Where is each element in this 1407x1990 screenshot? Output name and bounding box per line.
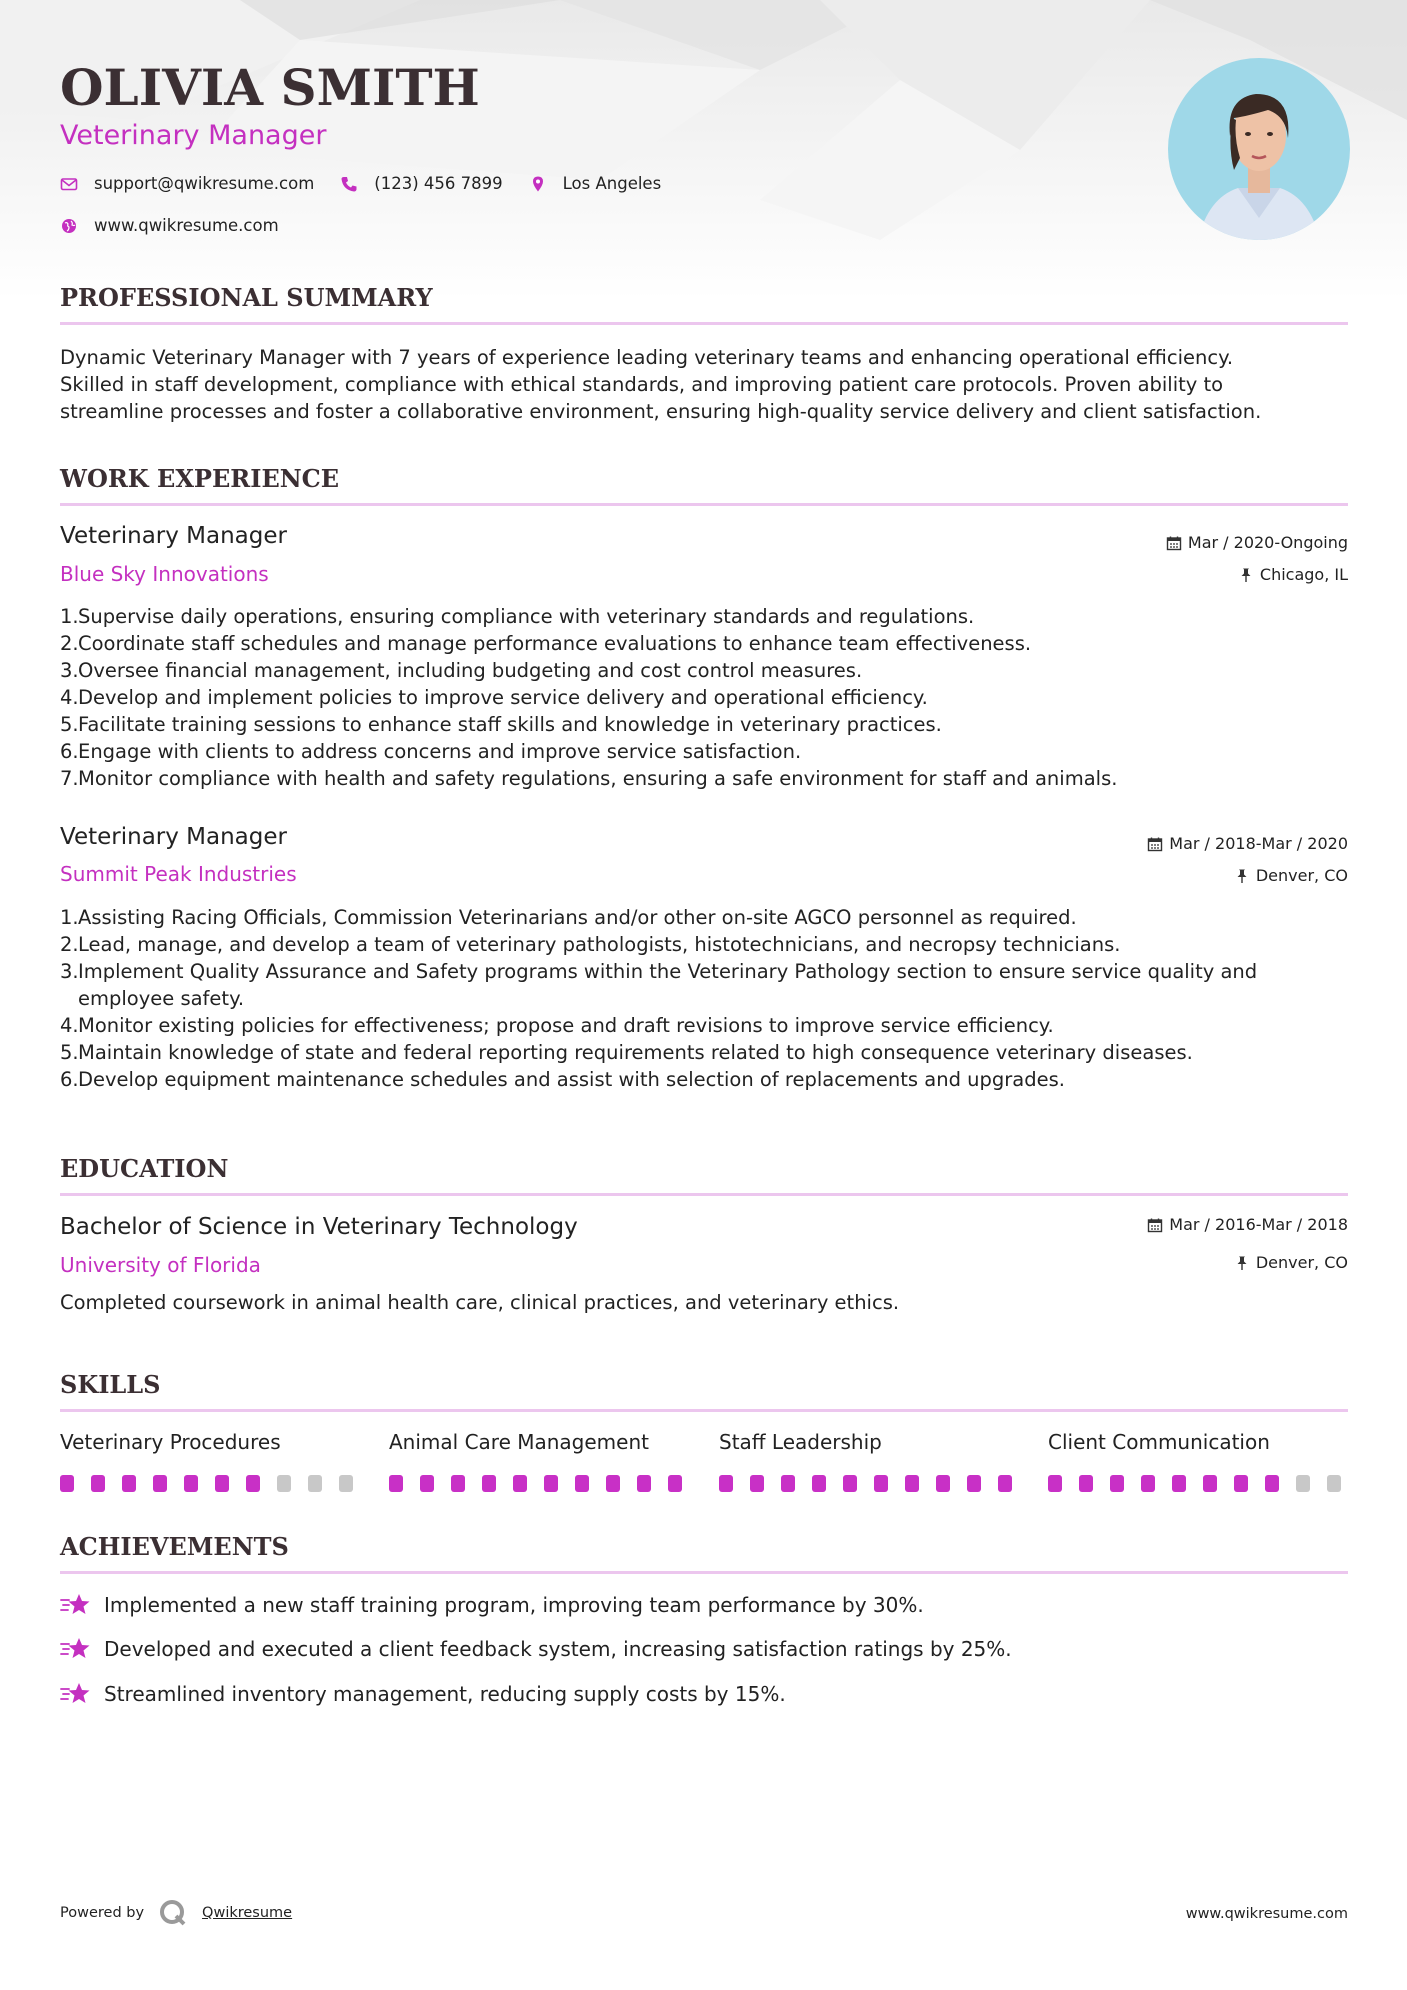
rating-dot-filled bbox=[936, 1475, 950, 1492]
bullet-text: Develop equipment maintenance schedules and assist with selection of replacements and upgrades. bbox=[78, 1068, 1065, 1091]
job-dates bbox=[1147, 834, 1348, 853]
rating-dot-empty bbox=[308, 1475, 322, 1492]
bullet-item: 2. Coordinate staff schedules and manage performance evaluations to enhance team effectiveness. bbox=[60, 632, 1032, 655]
footer-website[interactable]: www.qwikresume.com bbox=[1185, 1906, 1348, 1922]
skill-rating bbox=[1048, 1475, 1358, 1492]
achievement-text: Implemented a new staff training program, improving team performance by 30%. bbox=[104, 1593, 924, 1617]
job-bullets bbox=[60, 603, 1348, 792]
summary-text bbox=[60, 344, 1348, 425]
rating-dot-filled bbox=[637, 1475, 651, 1492]
achievement-item bbox=[60, 1635, 1012, 1663]
skill-item bbox=[1048, 1430, 1348, 1454]
phone-text: (123) 456 7899 bbox=[374, 174, 503, 193]
bullet-item: 7. Monitor compliance with health and safety regulations, ensuring a safe environment for staff and animals. bbox=[60, 767, 1118, 790]
map-pin-icon bbox=[529, 175, 547, 193]
rating-dot-filled bbox=[606, 1475, 620, 1492]
summary-line: Dynamic Veterinary Manager with 7 years of experience leading veterinary teams and enhancing operational efficiency. bbox=[60, 346, 1234, 369]
bullet-text: Monitor compliance with health and safety regulations, ensuring a safe environment for staff and animals. bbox=[78, 767, 1118, 790]
bullet-item: 4. Develop and implement policies to improve service delivery and operational efficiency. bbox=[60, 686, 928, 709]
rating-dot-filled bbox=[575, 1475, 589, 1492]
calendar-icon bbox=[1147, 836, 1163, 852]
phone-icon bbox=[340, 175, 358, 193]
bullet-item: 1. Assisting Racing Officials, Commission Veterinarians and/or other on-site AGCO personnel as required. bbox=[60, 906, 1077, 929]
education-description: Completed coursework in animal health care, clinical practices, and veterinary ethics. bbox=[60, 1291, 900, 1314]
rating-dot-filled bbox=[451, 1475, 465, 1492]
pushpin-icon bbox=[1234, 868, 1250, 884]
bullet-item: 3. Oversee financial management, including budgeting and cost control measures. bbox=[60, 659, 863, 682]
company-name: Blue Sky Innovations bbox=[60, 562, 269, 586]
rating-dot-filled bbox=[843, 1475, 857, 1492]
rating-dot-filled bbox=[389, 1475, 403, 1492]
bullet-text: Develop and implement policies to improve service delivery and operational efficiency. bbox=[78, 686, 928, 709]
bullet-item: 4. Monitor existing policies for effectiveness; propose and draft revisions to improve service efficiency. bbox=[60, 1014, 1054, 1037]
location-text: Los Angeles bbox=[562, 174, 662, 193]
rating-dot-filled bbox=[998, 1475, 1012, 1492]
rating-dot-filled bbox=[781, 1475, 795, 1492]
bullet-item: 2. Lead, manage, and develop a team of veterinary pathologists, histotechnicians, and necropsy technicians. bbox=[60, 933, 1121, 956]
star-icon bbox=[60, 1591, 92, 1619]
bullet-text: Oversee financial management, including budgeting and cost control measures. bbox=[78, 659, 863, 682]
achievement-item bbox=[60, 1591, 924, 1619]
job-title: Veterinary Manager bbox=[60, 523, 287, 549]
job-location-text: Chicago, IL bbox=[1259, 565, 1348, 584]
email-item[interactable] bbox=[60, 174, 314, 193]
skill-name: Animal Care Management bbox=[389, 1430, 649, 1454]
qwikresume-logo-icon bbox=[158, 1898, 188, 1928]
rating-dot-filled bbox=[420, 1475, 434, 1492]
location-item bbox=[529, 174, 662, 193]
profile-photo bbox=[1168, 58, 1350, 240]
bullet-text: Supervise daily operations, ensuring compliance with veterinary standards and regulations. bbox=[78, 605, 975, 628]
rating-dot-filled bbox=[967, 1475, 981, 1492]
rating-dot-filled bbox=[1110, 1475, 1124, 1492]
job-dates-text: Mar / 2018-Mar / 2020 bbox=[1169, 834, 1348, 853]
summary-divider bbox=[60, 322, 1348, 325]
bullet-text: Lead, manage, and develop a team of veterinary pathologists, histotechnicians, and necropsy technicians. bbox=[78, 933, 1121, 956]
contact-row bbox=[60, 174, 687, 193]
job-dates-text: Mar / 2020-Ongoing bbox=[1187, 533, 1348, 552]
job-location bbox=[1234, 866, 1348, 885]
rating-dot-filled bbox=[812, 1475, 826, 1492]
bullet-item: 1. Supervise daily operations, ensuring compliance with veterinary standards and regulations. bbox=[60, 605, 975, 628]
summary-heading: PROFESSIONAL SUMMARY bbox=[60, 283, 433, 312]
rating-dot-filled bbox=[668, 1475, 682, 1492]
rating-dot-filled bbox=[153, 1475, 167, 1492]
skill-rating bbox=[60, 1475, 370, 1492]
job-dates bbox=[1166, 533, 1348, 552]
skill-rating bbox=[719, 1475, 1029, 1492]
bullet-text: Maintain knowledge of state and federal reporting requirements related to high consequence veterinary diseases. bbox=[78, 1041, 1193, 1064]
profile-portrait-image bbox=[1168, 58, 1350, 240]
experience-heading: WORK EXPERIENCE bbox=[60, 464, 340, 493]
rating-dot-filled bbox=[60, 1475, 74, 1492]
star-icon bbox=[60, 1680, 92, 1708]
qwikresume-link[interactable]: Qwikresume bbox=[202, 1905, 293, 1921]
education-dates-text: Mar / 2016-Mar / 2018 bbox=[1169, 1215, 1348, 1234]
email-text: support@qwikresume.com bbox=[94, 174, 315, 193]
skill-item bbox=[389, 1430, 689, 1454]
rating-dot-filled bbox=[91, 1475, 105, 1492]
achievement-text: Streamlined inventory management, reducing supply costs by 15%. bbox=[104, 1682, 786, 1706]
pushpin-icon bbox=[1234, 1255, 1250, 1271]
rating-dot-empty bbox=[277, 1475, 291, 1492]
phone-item[interactable] bbox=[340, 174, 502, 193]
star-icon bbox=[60, 1635, 92, 1663]
rating-dot-filled bbox=[1079, 1475, 1093, 1492]
candidate-title: Veterinary Manager bbox=[60, 120, 327, 151]
website-item[interactable] bbox=[60, 216, 279, 235]
rating-dot-filled bbox=[750, 1475, 764, 1492]
bullet-item: 5. Maintain knowledge of state and federal reporting requirements related to high consequence veterinary diseases. bbox=[60, 1041, 1193, 1064]
rating-dot-filled bbox=[513, 1475, 527, 1492]
rating-dot-filled bbox=[1234, 1475, 1248, 1492]
rating-dot-empty bbox=[1296, 1475, 1310, 1492]
skill-name: Veterinary Procedures bbox=[60, 1430, 281, 1454]
rating-dot-filled bbox=[1172, 1475, 1186, 1492]
education-location bbox=[1234, 1253, 1348, 1272]
rating-dot-empty bbox=[1327, 1475, 1341, 1492]
education-heading: EDUCATION bbox=[60, 1154, 229, 1183]
skill-rating bbox=[389, 1475, 699, 1492]
rating-dot-filled bbox=[1265, 1475, 1279, 1492]
skills-heading: SKILLS bbox=[60, 1370, 161, 1399]
job-location bbox=[1238, 565, 1348, 584]
rating-dot-filled bbox=[874, 1475, 888, 1492]
skill-item bbox=[719, 1430, 1019, 1454]
rating-dot-filled bbox=[1048, 1475, 1062, 1492]
candidate-name: OLIVIA SMITH bbox=[60, 58, 480, 117]
job-title: Veterinary Manager bbox=[60, 824, 287, 850]
bullet-text: Engage with clients to address concerns and improve service satisfaction. bbox=[78, 740, 802, 763]
skill-name: Client Communication bbox=[1048, 1430, 1270, 1454]
rating-dot-filled bbox=[1141, 1475, 1155, 1492]
rating-dot-filled bbox=[905, 1475, 919, 1492]
rating-dot-filled bbox=[544, 1475, 558, 1492]
achievement-text: Developed and executed a client feedback system, increasing satisfaction ratings by 25%. bbox=[104, 1637, 1012, 1661]
job-bullets bbox=[60, 904, 1348, 1093]
job-location-text: Denver, CO bbox=[1255, 866, 1348, 885]
bullet-item: 5. Facilitate training sessions to enhance staff skills and knowledge in veterinary practices. bbox=[60, 713, 942, 736]
bullet-item: 6. Engage with clients to address concerns and improve service satisfaction. bbox=[60, 740, 802, 763]
pushpin-icon bbox=[1238, 567, 1254, 583]
bullet-text: Facilitate training sessions to enhance staff skills and knowledge in veterinary practices. bbox=[78, 713, 942, 736]
summary-line: streamline processes and foster a collaborative environment, ensuring high-quality service delivery and client satisfaction. bbox=[60, 400, 1262, 423]
rating-dot-empty bbox=[339, 1475, 353, 1492]
rating-dot-filled bbox=[122, 1475, 136, 1492]
bullet-text: Implement Quality Assurance and Safety programs within the Veterinary Pathology section to ensure service quality and employee safety. bbox=[78, 960, 1258, 1010]
footer-powered-by bbox=[60, 1898, 292, 1928]
skill-item bbox=[60, 1430, 360, 1454]
achievement-item bbox=[60, 1680, 786, 1708]
rating-dot-filled bbox=[215, 1475, 229, 1492]
bullet-text: Assisting Racing Officials, Commission Veterinarians and/or other on-site AGCO personnel as required. bbox=[78, 906, 1077, 929]
rating-dot-filled bbox=[1203, 1475, 1217, 1492]
school-name: University of Florida bbox=[60, 1253, 261, 1277]
website-text: www.qwikresume.com bbox=[94, 216, 279, 235]
calendar-icon bbox=[1166, 535, 1182, 551]
rating-dot-filled bbox=[184, 1475, 198, 1492]
bullet-item: 3. Implement Quality Assurance and Safety programs within the Veterinary Pathology section to ensure service quality and employee safety. bbox=[60, 960, 1258, 1010]
education-divider bbox=[60, 1193, 1348, 1196]
bullet-text: Monitor existing policies for effectiveness; propose and draft revisions to improve service efficiency. bbox=[78, 1014, 1054, 1037]
achievements-heading: ACHIEVEMENTS bbox=[60, 1532, 289, 1561]
globe-icon bbox=[60, 217, 78, 235]
website-row bbox=[60, 216, 305, 235]
summary-line: Skilled in staff development, compliance with ethical standards, and improving patient care protocols. Proven ability to bbox=[60, 373, 1224, 396]
experience-divider bbox=[60, 503, 1348, 506]
education-location-text: Denver, CO bbox=[1255, 1253, 1348, 1272]
rating-dot-filled bbox=[482, 1475, 496, 1492]
rating-dot-filled bbox=[719, 1475, 733, 1492]
bullet-item: 6. Develop equipment maintenance schedules and assist with selection of replacements and upgrades. bbox=[60, 1068, 1065, 1091]
calendar-icon bbox=[1147, 1217, 1163, 1233]
education-dates bbox=[1147, 1215, 1348, 1234]
powered-by-label: Powered by bbox=[60, 1905, 145, 1921]
rating-dot-filled bbox=[246, 1475, 260, 1492]
degree-title: Bachelor of Science in Veterinary Technology bbox=[60, 1214, 578, 1240]
envelope-icon bbox=[60, 175, 78, 193]
bullet-text: Coordinate staff schedules and manage performance evaluations to enhance team effectiveness. bbox=[78, 632, 1032, 655]
skills-divider bbox=[60, 1409, 1348, 1412]
company-name: Summit Peak Industries bbox=[60, 862, 297, 886]
achievements-divider bbox=[60, 1571, 1348, 1574]
skill-name: Staff Leadership bbox=[719, 1430, 882, 1454]
